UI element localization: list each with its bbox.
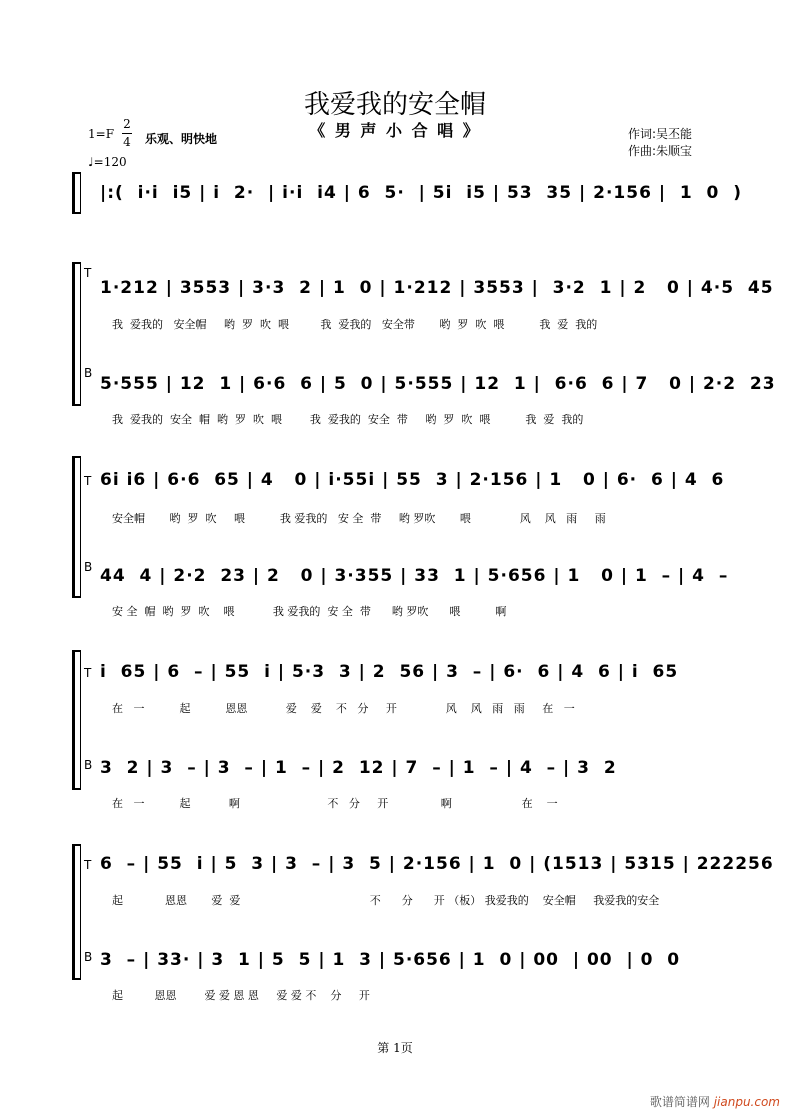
key-signature: 1=F xyxy=(88,127,115,141)
bass-notes: 3 2 | 3 – | 3 – | 1 – | 2 12 | 7 – | 1 – | 4 – | 3 2 xyxy=(100,758,617,778)
bass-label: B xyxy=(84,366,93,380)
system-3 xyxy=(72,650,728,810)
watermark-cn: 歌谱简谱网 xyxy=(649,1095,710,1109)
tenor-label: T xyxy=(84,266,92,280)
tenor-label: T xyxy=(84,474,92,488)
bass-lyrics: 在 一 起 啊 不 分 开 啊 在 一 xyxy=(112,797,558,810)
bass-notes: 3 – | 33· | 3 1 | 5 5 | 1 3 | 5·656 | 1 0 | 00 | 00 | 0 0 xyxy=(100,950,681,970)
bass-notes: 44 4 | 2·2 23 | 2 0 | 3·355 | 33 1 | 5·656 | 1 0 | 1 – | 4 – xyxy=(100,566,729,586)
page-number: 第 1页 xyxy=(377,1041,413,1055)
tenor-notes: 6 – | 55 i | 5 3 | 3 – | 3 5 | 2·156 | 1 0 | (1513 | 5315 | 222256 xyxy=(100,854,774,874)
time-top: 2 xyxy=(123,117,131,131)
song-subtitle: 《 男 声 小 合 唱 》 xyxy=(309,121,481,140)
time-bottom: 4 xyxy=(123,135,131,149)
system-2 xyxy=(72,456,729,618)
tempo-marking: ♩=120 xyxy=(88,155,127,169)
watermark-en: jianpu.com xyxy=(713,1095,780,1109)
tenor-label: T xyxy=(84,858,92,872)
site-watermark xyxy=(650,1093,780,1110)
bass-lyrics: 我 爱我的 安全 帽 哟 罗 吹 喂 我 爱我的 安全 带 哟 罗 吹 喂 我 爱 我的 xyxy=(112,413,584,426)
credits xyxy=(628,126,692,160)
bass-label: B xyxy=(84,950,93,964)
tenor-notes: i 65 | 6 – | 55 i | 5·3 3 | 2 56 | 3 – | 6· 6 | 4 6 | i 65 xyxy=(100,662,679,682)
time-signature xyxy=(122,116,132,151)
bass-notes: 5·555 | 12 1 | 6·6 6 | 5 0 | 5·555 | 12 1 | 6·6 6 | 7 0 | 2·2 23 xyxy=(100,374,776,394)
bass-label: B xyxy=(84,560,93,574)
mood-marking: 乐观、明快地 xyxy=(145,132,218,146)
system-1 xyxy=(72,262,776,426)
system-intro xyxy=(72,172,742,214)
system-4 xyxy=(72,844,774,1002)
tenor-label: T xyxy=(84,666,92,680)
tenor-notes: 6i i6 | 6·6 65 | 4 0 | i·55i | 55 3 | 2·156 | 1 0 | 6· 6 | 4 6 xyxy=(100,470,725,490)
intro-notes: |:( i·i i5 | i 2· | i·i i4 | 6 5· | 5i i5 | 53 35 | 2·156 | 1 0 ) xyxy=(100,183,742,203)
bass-lyrics: 起 恩恩 爱 爱 恩 恩 爱 爱 不 分 开 xyxy=(112,989,370,1002)
tenor-lyrics: 我 爱我的 安全帽 哟 罗 吹 喂 我 爱我的 安全带 哟 罗 吹 喂 我 爱 我的 xyxy=(112,318,598,331)
bass-label: B xyxy=(84,758,93,772)
tenor-lyrics: 起 恩恩 爱 爱 不 分 开 （板） 我爱我的 安全帽 我爱我的安全 xyxy=(112,894,660,907)
tenor-notes: 1·212 | 3553 | 3·3 2 | 1 0 | 1·212 | 3553 | 3·2 1 | 2 0 | 4·5 45 xyxy=(100,278,774,298)
composer: 作曲:朱顺宝 xyxy=(628,144,693,158)
tenor-lyrics: 安全帽 哟 罗 吹 喂 我 爱我的 安 全 带 哟 罗吹 喂 风 风 雨 雨 xyxy=(112,512,606,525)
tenor-lyrics: 在 一 起 恩恩 爱 爱 不 分 开 风 风 雨 雨 在 一 xyxy=(112,702,575,715)
lyricist: 作词:吴丕能 xyxy=(628,127,693,141)
bass-lyrics: 安 全 帽 哟 罗 吹 喂 我 爱我的 安 全 带 哟 罗吹 喂 啊 xyxy=(112,605,507,618)
song-title: 我爱我的安全帽 xyxy=(303,90,486,120)
